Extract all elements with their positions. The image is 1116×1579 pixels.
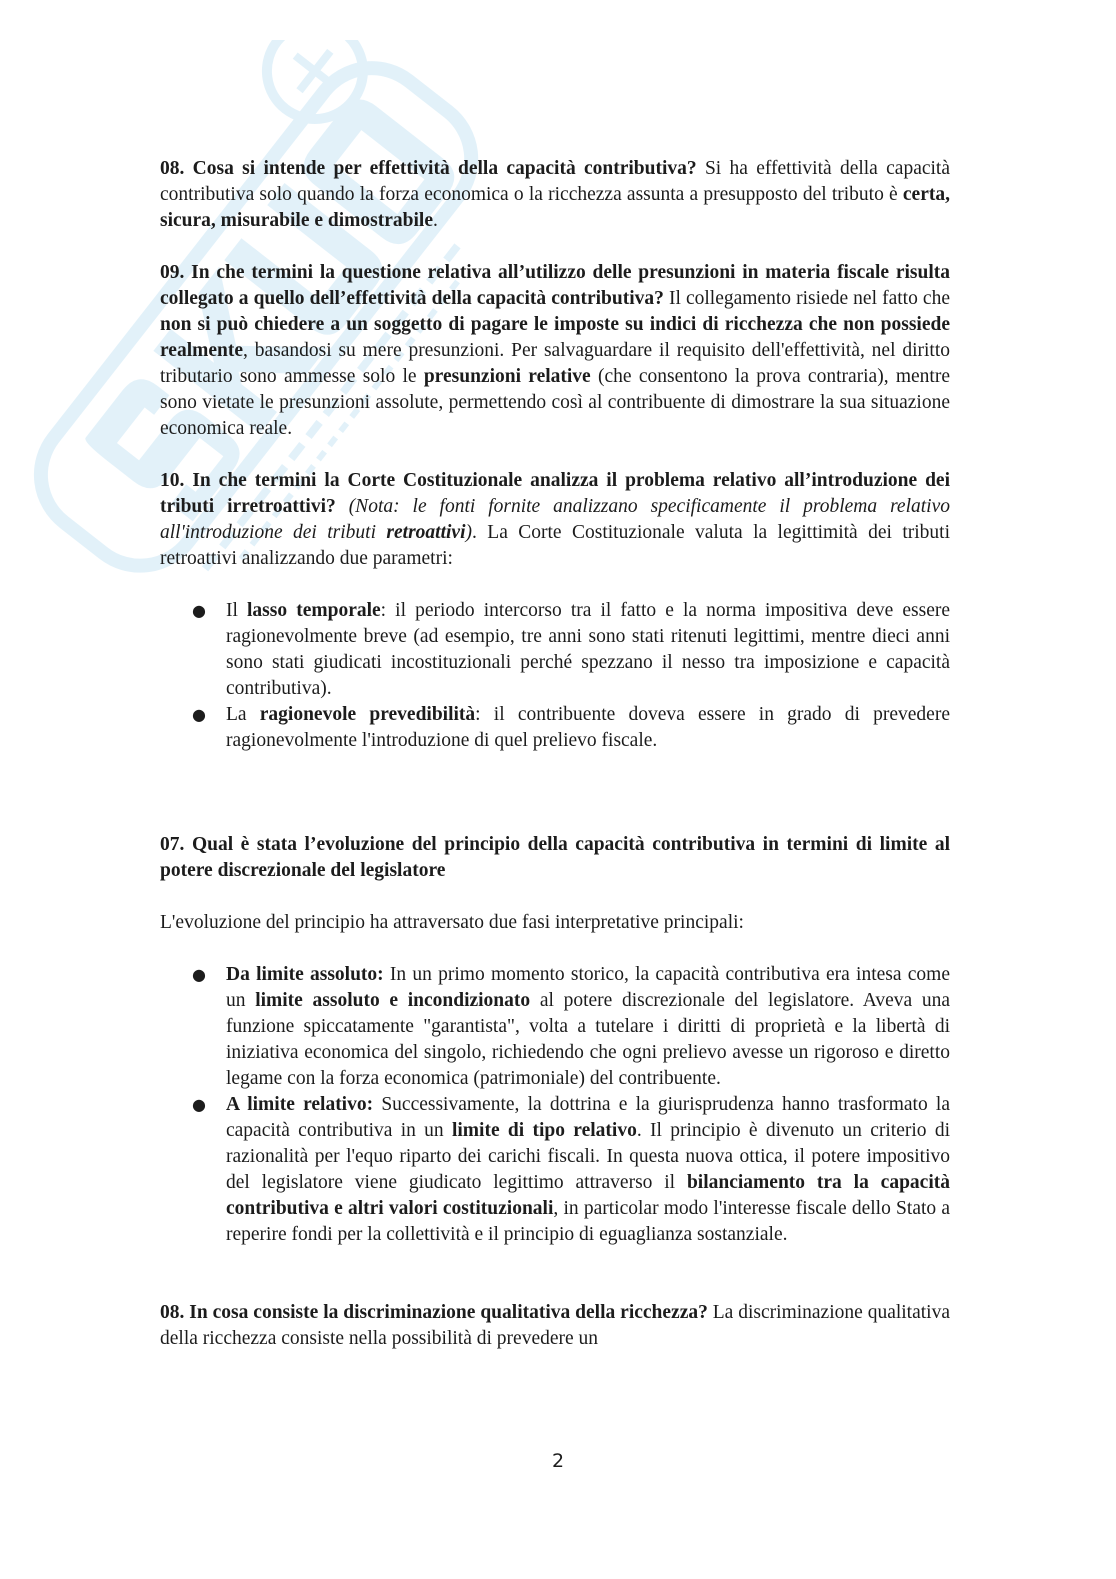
list-item: ● A limite relativo: Successivamente, la dottrina e la giurisprudenza hanno trasformato la capacità contributiva in un limite di tipo relativo. Il principio è divenuto un criterio di razionalità per l'equo riparto dei carichi fiscali. In questa nuova ottica, il potere impositivo del legislatore viene giudicato legittimo attraverso il bilanciamento tra la capacità contributiva e altri valori costituzionali, in particolar modo l'interesse fiscale dello Stato a reperire fondi per la collettività e il principio di eguaglianza sostanziale. xyxy=(192,1094,951,1245)
document-body xyxy=(160,156,950,1352)
question-heading: 08. In cosa consiste la discriminazione qualitativa della ricchezza? xyxy=(160,1302,708,1323)
bullet-icon: ● xyxy=(192,705,206,724)
bullet-icon: ● xyxy=(192,965,206,984)
question-heading: 10. In che termini la Corte Costituzionale analizza il problema relativo all’introduzione dei tributi irretroattivi? xyxy=(160,470,951,517)
paragraph-q10-retroattivi: 10. In che termini la Corte Costituzionale analizza il problema relativo all’introduzione dei tributi irretroattivi? (Nota: le fonti fornite analizzano specificamente il problema relativo all'introduzione dei tributi retroattivi). La Corte Costituzionale valuta la legittimità dei tributi retroattivi analizzando due parametri: xyxy=(160,470,951,569)
paragraph-q09-presunzioni: 09. In che termini la questione relativa all’utilizzo delle presunzioni in materia fiscale risulta collegato a quello dell’effettività della capacità contributiva? Il collegamento risiede nel fatto che non si può chiedere a un soggetto di pagare le imposte su indici di ricchezza che non possiede realmente, basandosi su mere presunzioni. Per salvaguardare il requisito dell'effettività, nel diritto tributario sono ammesse solo le presunzioni relative (che consentono la prova contraria), mentre sono vietate le presunzioni assolute, permettendo così al contribuente di dimostrare la sua situazione economica reale. xyxy=(160,262,950,439)
paragraph-q08-effettivita: 08. Cosa si intende per effettività della capacità contributiva? Si ha effettività della capacità contributiva solo quando la forza economica o la ricchezza assunta a presupposto del tributo è certa, sicura, misurabile e dimostrabile. xyxy=(160,158,950,231)
paragraph-q07-intro: L'evoluzione del principio ha attraversato due fasi interpretative principali: xyxy=(160,912,744,933)
bullet-icon: ● xyxy=(192,1095,206,1114)
question-heading: 09. In che termini la questione relativa all’utilizzo delle presunzioni in materia fiscale risulta collegato a quello dell’effettività della capacità contributiva? xyxy=(160,262,950,309)
paragraph-q08-discriminazione: 08. In cosa consiste la discriminazione qualitativa della ricchezza? La discriminazione qualitativa della ricchezza consiste nella possibilità di prevedere un xyxy=(160,1302,950,1349)
bullet-icon: ● xyxy=(192,601,206,620)
editorial-note: (Nota: le fonti fornite analizzano specificamente il problema relativo all'introduzione dei tributi retroattivi) xyxy=(160,496,950,543)
list-item: ● Da limite assoluto: In un primo momento storico, la capacità contributiva era intesa come un limite assoluto e incondizionato al potere discrezionale del legislatore. Aveva una funzione spiccatamente "garantista", volta a tutelare i diritti di proprietà e la libertà di iniziativa economica del singolo, richiedendo che ogni prelievo avesse un rigoroso e diretto legame con la forza economica (patrimoniale) del contribuente. xyxy=(192,964,951,1089)
list-item: ● Il lasso temporale: il periodo intercorso tra il fatto e la norma impositiva deve essere ragionevolmente breve (ad esempio, tre anni sono stati ritenuti legittimi, mentre dieci anni sono stati giudicati incostituzionali perché spezzano il nesso tra imposizione e capacità contributiva). xyxy=(192,600,951,699)
heading-q07-evoluzione: 07. Qual è stata l’evoluzione del principio della capacità contributiva in termini di limite al potere discrezionale del legislatore xyxy=(160,834,950,881)
bullet-list-q10 xyxy=(160,598,950,754)
list-item: ● La ragionevole prevedibilità: il contribuente doveva essere in grado di prevedere ragionevolmente l'introduzione di quel prelievo fiscale. xyxy=(192,704,950,751)
bullet-list-q07 xyxy=(160,962,950,1248)
page-number: 2 xyxy=(551,1450,565,1472)
question-heading: 08. Cosa si intende per effettività della capacità contributiva? xyxy=(160,158,697,179)
